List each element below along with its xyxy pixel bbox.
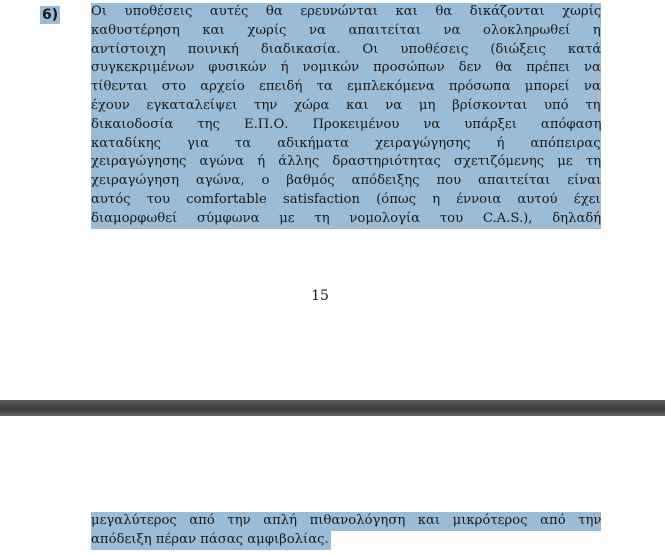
paragraph-line: Οι υποθέσεις αυτές θα ερευνώνται και θα δικάζονται χωρίς <box>91 3 601 22</box>
paragraph-line: καθυστέρηση και χωρίς να απαιτείται να ολοκληρωθεί η <box>91 22 601 41</box>
paragraph-line: τίθενται στο αρχείο επειδή τα εμπλεκόμενα πρόσωπα μπορεί να <box>91 78 601 97</box>
paragraph-selected[interactable] <box>91 3 601 229</box>
item-label: 6) <box>42 7 59 23</box>
paragraph-line: απόδειξη πέραν πάσας αμφιβολίας. <box>91 531 331 550</box>
paragraph-line: μεγαλύτερος από την απλή πιθανολόγηση και μικρότερος από την <box>91 512 601 531</box>
paragraph-line: αντίστοιχη ποινική διαδικασία. Οι υποθέσεις (διώξεις κατά <box>91 41 601 60</box>
paragraph-line: συγκεκριμένων φυσικών ή νομικών προσώπων δεν θα πρέπει να <box>91 59 601 78</box>
paragraph-line: χειραγώγησης αγώνα ή άλλης δραστηριότητας σχετιζόμενης με τη <box>91 153 601 172</box>
paragraph-line: διαμορφωθεί σύμφωνα με τη νομολογία του C.A.S.), δηλαδή <box>91 210 601 229</box>
continuation-paragraph-selected[interactable] <box>91 512 601 556</box>
page-break-separator <box>0 400 665 416</box>
page-number: 15 <box>311 288 329 304</box>
paragraph-line: αυτός του comfortable satisfaction (όπως η έννοια αυτού έχει <box>91 191 601 210</box>
paragraph-line: δικαιοδοσία της Ε.Π.Ο. Προκειμένου να υπάρξει απόφαση <box>91 116 601 135</box>
paragraph-line: έχουν εγκαταλείψει την χώρα και να μη βρίσκονται υπό τη <box>91 97 601 116</box>
paragraph-line: χειραγώγηση αγώνα, ο βαθμός απόδειξης που απαιτείται είναι <box>91 172 601 191</box>
paragraph-line: καταδίκης για τα αδικήματα χειραγώγησης ή απόπειρας <box>91 135 601 154</box>
